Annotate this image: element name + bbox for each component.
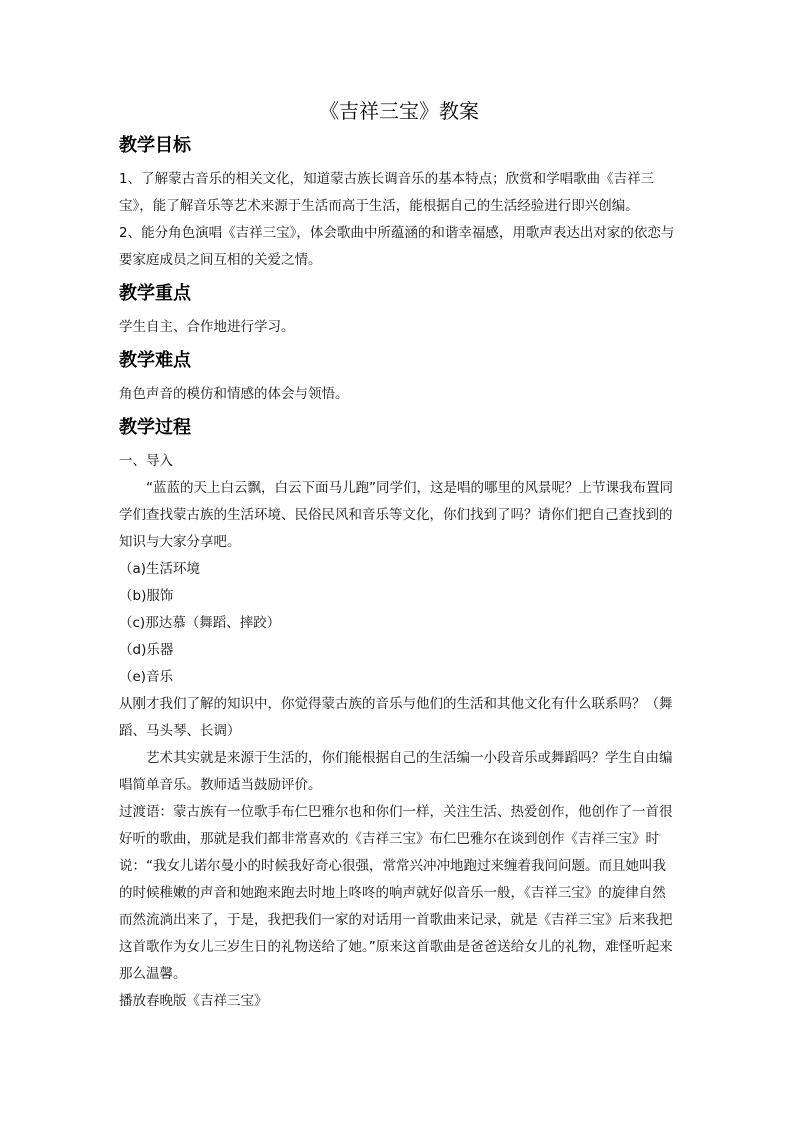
process-question: 从刚才我们了解的知识中，你觉得蒙古族的音乐与他们的生活和其他文化有什么联系吗？（舞蹈、马头琴、长调） (119, 696, 673, 739)
heading-difficulties: 教学难点 (119, 350, 191, 371)
heading-process: 教学过程 (119, 417, 191, 438)
heading-key-points: 教学重点 (119, 283, 191, 304)
document-title: 《吉祥三宝》教案 (319, 99, 479, 123)
list-item-a: （a)生活环境 (119, 561, 201, 577)
difficulty-text: 角色声音的模仿和情感的体会与领悟。 (119, 386, 349, 402)
key-point-text: 学生自主、合作地进行学习。 (119, 319, 295, 335)
list-item-c: （c)那达慕（舞蹈、摔跤） (119, 615, 281, 631)
process-play-line: 播放春晚版《吉祥三宝》 (119, 993, 268, 1009)
process-paragraph-song: “蓝蓝的天上白云飘，白云下面马儿跑”同学们，这是唱的哪里的风景呢？上节课我布置同学们查找蒙古族的生活环境、民俗民风和音乐等文化，你们找到了吗？请你们把自己查找到的知识与大家分享吧。 (119, 480, 673, 550)
document-content (119, 96, 679, 1015)
process-transition-paragraph: 过渡语：蒙古族有一位歌手布仁巴雅尔也和你们一样，关注生活、热爱创作，他创作了一首很好听的歌曲，那就是我们都非常喜欢的《吉祥三宝》布仁巴雅尔在谈到创作《吉祥三宝》时说：“我女儿诺尔曼小的时候我好奇心很强，常常兴冲冲地跑过来缠着我问问题。而且她叫我的时候稚嫩的声音和她跑来跑去时地上咚咚的响声就好似音乐一般，《吉祥三宝》的旋律自然而然流淌出来了，于是，我把我们一家的对话用一首歌曲来记录，就是《吉祥三宝》后来我把这首歌作为女儿三岁生日的礼物送给了她。”原来这首歌曲是爸爸送给女儿的礼物，难怪听起来那么温馨。 (119, 804, 673, 982)
objective-2: 2、能分角色演唱《吉祥三宝》，体会歌曲中所蕴涵的和谐幸福感，用歌声表达出对家的依恋与要家庭成员之间互相的关爱之情。 (119, 225, 675, 268)
heading-objectives: 教学目标 (119, 135, 191, 156)
list-item-e: （e)音乐 (119, 669, 174, 685)
list-item-d: （d)乐器 (119, 642, 174, 658)
process-intro-label: 一、导入 (119, 453, 173, 469)
process-art-paragraph: 艺术其实就是来源于生活的，你们能根据自己的生活编一小段音乐或舞蹈吗？学生自由编唱简单音乐。教师适当鼓励评价。 (119, 750, 673, 793)
list-item-b: （b)服饰 (119, 588, 174, 604)
objective-1: 1、了解蒙古音乐的相关文化，知道蒙古族长调音乐的基本特点；欣赏和学唱歌曲《吉祥三宝》，能了解音乐等艺术来源于生活而高于生活，能根据自己的生活经验进行即兴创编。 (119, 171, 655, 214)
